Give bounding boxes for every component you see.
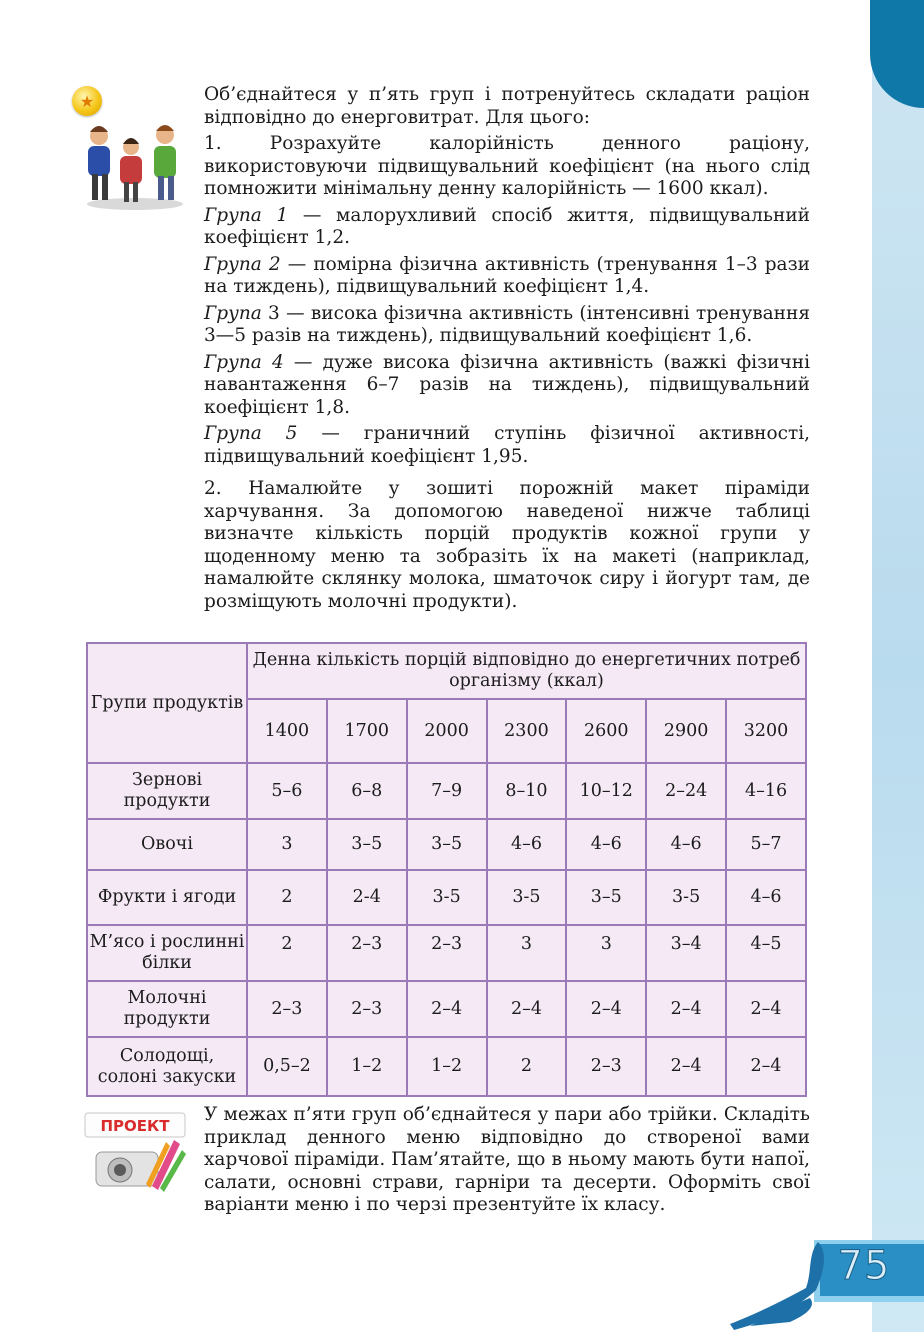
portion-cell: 2–4: [726, 981, 806, 1037]
table-row: [87, 981, 806, 1037]
portion-cell: 5–7: [726, 819, 806, 870]
food-group-cell: Овочі: [87, 819, 247, 870]
kcal-header: 2000: [407, 699, 487, 763]
step-1: 1. Розрахуйте калорійність денного раціону, використовуючи підвищувальний коефіцієнт (на нього слід помножити мінімальну денну калорійність — 1600 ккал).: [204, 133, 810, 199]
group-description: — дуже висока фізична активність (важкі фізичні навантаження 6–7 разів на тиждень), підвищувальний коефіцієнт 1,8.: [204, 351, 810, 418]
table-row: [87, 1037, 806, 1096]
activity-text: [204, 84, 810, 623]
header-daily-portions: Денна кількість порцій відповідно до енергетичних потреб організму (ккал): [247, 643, 806, 699]
portion-cell: 4–16: [726, 763, 806, 819]
group-description: — малорухливий спосіб життя, підвищувальний коефіцієнт 1,2.: [204, 204, 810, 248]
group-label: Група 4: [204, 351, 284, 373]
portion-cell: 4–5: [726, 925, 806, 981]
group-4-item: [204, 352, 810, 420]
page-side-band: [872, 0, 924, 1332]
portion-cell: 2–24: [646, 763, 726, 819]
group-label: Група 5: [204, 423, 298, 444]
portion-cell: 4–6: [487, 819, 567, 870]
portion-cell: 3: [487, 925, 567, 981]
portion-cell: 3-5: [646, 870, 726, 925]
table-header-row: [87, 643, 806, 699]
kcal-header: 1400: [247, 699, 327, 763]
group-description: — граничний ступінь фізичної активності, підвищувальний коефіцієнт 1,95.: [204, 423, 810, 467]
kcal-header: 2900: [646, 699, 726, 763]
portion-cell: 3: [247, 819, 327, 870]
group-label: Група: [204, 302, 262, 324]
portion-cell: 2–3: [407, 925, 487, 981]
star-icon: ★: [72, 86, 102, 116]
kcal-header: 2600: [566, 699, 646, 763]
project-icon: [82, 1110, 190, 1200]
portion-cell: 2–4: [646, 1037, 726, 1096]
group-description: — висока фізична активність (інтенсивні тренування 3—5 разів на тиждень), підвищувальний коефіцієнт 1,6.: [204, 302, 810, 346]
portion-cell: 4–6: [726, 870, 806, 925]
portion-cell: 2–4: [407, 981, 487, 1037]
portions-table: [86, 642, 807, 1097]
food-group-cell: М’ясо і рослинні білки: [87, 925, 247, 981]
portion-cell: 5–6: [247, 763, 327, 819]
kcal-header: 3200: [726, 699, 806, 763]
portion-cell: 2–4: [726, 1037, 806, 1096]
portion-cell: 3: [566, 925, 646, 981]
portion-cell: 3-5: [407, 870, 487, 925]
step-2: 2. Намалюйте у зошиті порожній макет піраміди харчування. За допомогою наведеної нижче таблиці визначте кількість порцій продуктів кожної групи у щоденному меню та зобразіть їх на макеті (наприклад, намалюйте склянку молока, шматочок сиру і йогурт там, де розміщують молочні продукти).: [204, 478, 810, 612]
portion-cell: 8–10: [487, 763, 567, 819]
portion-cell: 3–5: [327, 819, 407, 870]
portion-cell: 3–4: [646, 925, 726, 981]
portion-cell: 2–3: [327, 925, 407, 981]
page-number: 75: [837, 1243, 891, 1289]
portion-cell: 2: [247, 870, 327, 925]
portion-cell: 2–3: [247, 981, 327, 1037]
portion-cell: 3–5: [407, 819, 487, 870]
header-food-groups: Групи продуктів: [87, 643, 247, 763]
portion-cell: 7–9: [407, 763, 487, 819]
project-paragraph: У межах п’яти груп об’єднайтеся у пари або трійки. Складіть приклад денного меню відповідно до створеної вами харчової піраміди. Пам’ятайте, що в ньому мають бути напої, салати, основні страви, гарніри та десерти. Оформіть свої варіанти меню і по черзі презентуйте їх класу.: [204, 1104, 810, 1215]
food-group-cell: Солодощі, солоні закуски: [87, 1037, 247, 1096]
food-group-cell: Молочні продукти: [87, 981, 247, 1037]
food-group-cell: Фрукти і ягоди: [87, 870, 247, 925]
portion-cell: 2-4: [327, 870, 407, 925]
portion-cell: 3-5: [487, 870, 567, 925]
kcal-header: 2300: [487, 699, 567, 763]
table-row: [87, 819, 806, 870]
portion-cell: 0,5–2: [247, 1037, 327, 1096]
kcal-header: 1700: [327, 699, 407, 763]
group-1-item: [204, 205, 810, 250]
portion-cell: 4–6: [566, 819, 646, 870]
people-illustration: [80, 116, 190, 212]
group-3-item: [204, 303, 810, 348]
group-label: Група 2: [204, 253, 281, 275]
portion-cell: 1–2: [407, 1037, 487, 1096]
group-description: — помірна фізична активність (тренування 1–3 рази на тиждень), підвищувальний коефіцієнт 1,4.: [204, 253, 810, 297]
group-label: Група 1: [204, 204, 289, 226]
table-row: [87, 870, 806, 925]
portion-cell: 2–3: [327, 981, 407, 1037]
portion-cell: 2: [487, 1037, 567, 1096]
portion-cell: 2–4: [646, 981, 726, 1037]
portion-cell: 1–2: [327, 1037, 407, 1096]
group-5-item: [204, 423, 810, 468]
portion-cell: 6–8: [327, 763, 407, 819]
portion-cell: 2–4: [566, 981, 646, 1037]
portion-cell: 3–5: [566, 870, 646, 925]
portion-cell: 10–12: [566, 763, 646, 819]
project-text: [204, 1104, 810, 1227]
food-group-cell: Зернові продукти: [87, 763, 247, 819]
project-badge-label: ПРОЕКТ: [100, 1117, 170, 1135]
table-row: [87, 763, 806, 819]
group-number: 3: [261, 302, 280, 324]
intro-paragraph: Об’єднайтеся у п’ять груп і потренуйтесь складати раціон відповідно до енерговитрат. Для цього:: [204, 84, 810, 128]
table-row: [87, 925, 806, 981]
portion-cell: 4–6: [646, 819, 726, 870]
portion-cell: 2: [247, 925, 327, 981]
group-2-item: [204, 254, 810, 299]
portion-cell: 2–4: [487, 981, 567, 1037]
portion-cell: 2–3: [566, 1037, 646, 1096]
